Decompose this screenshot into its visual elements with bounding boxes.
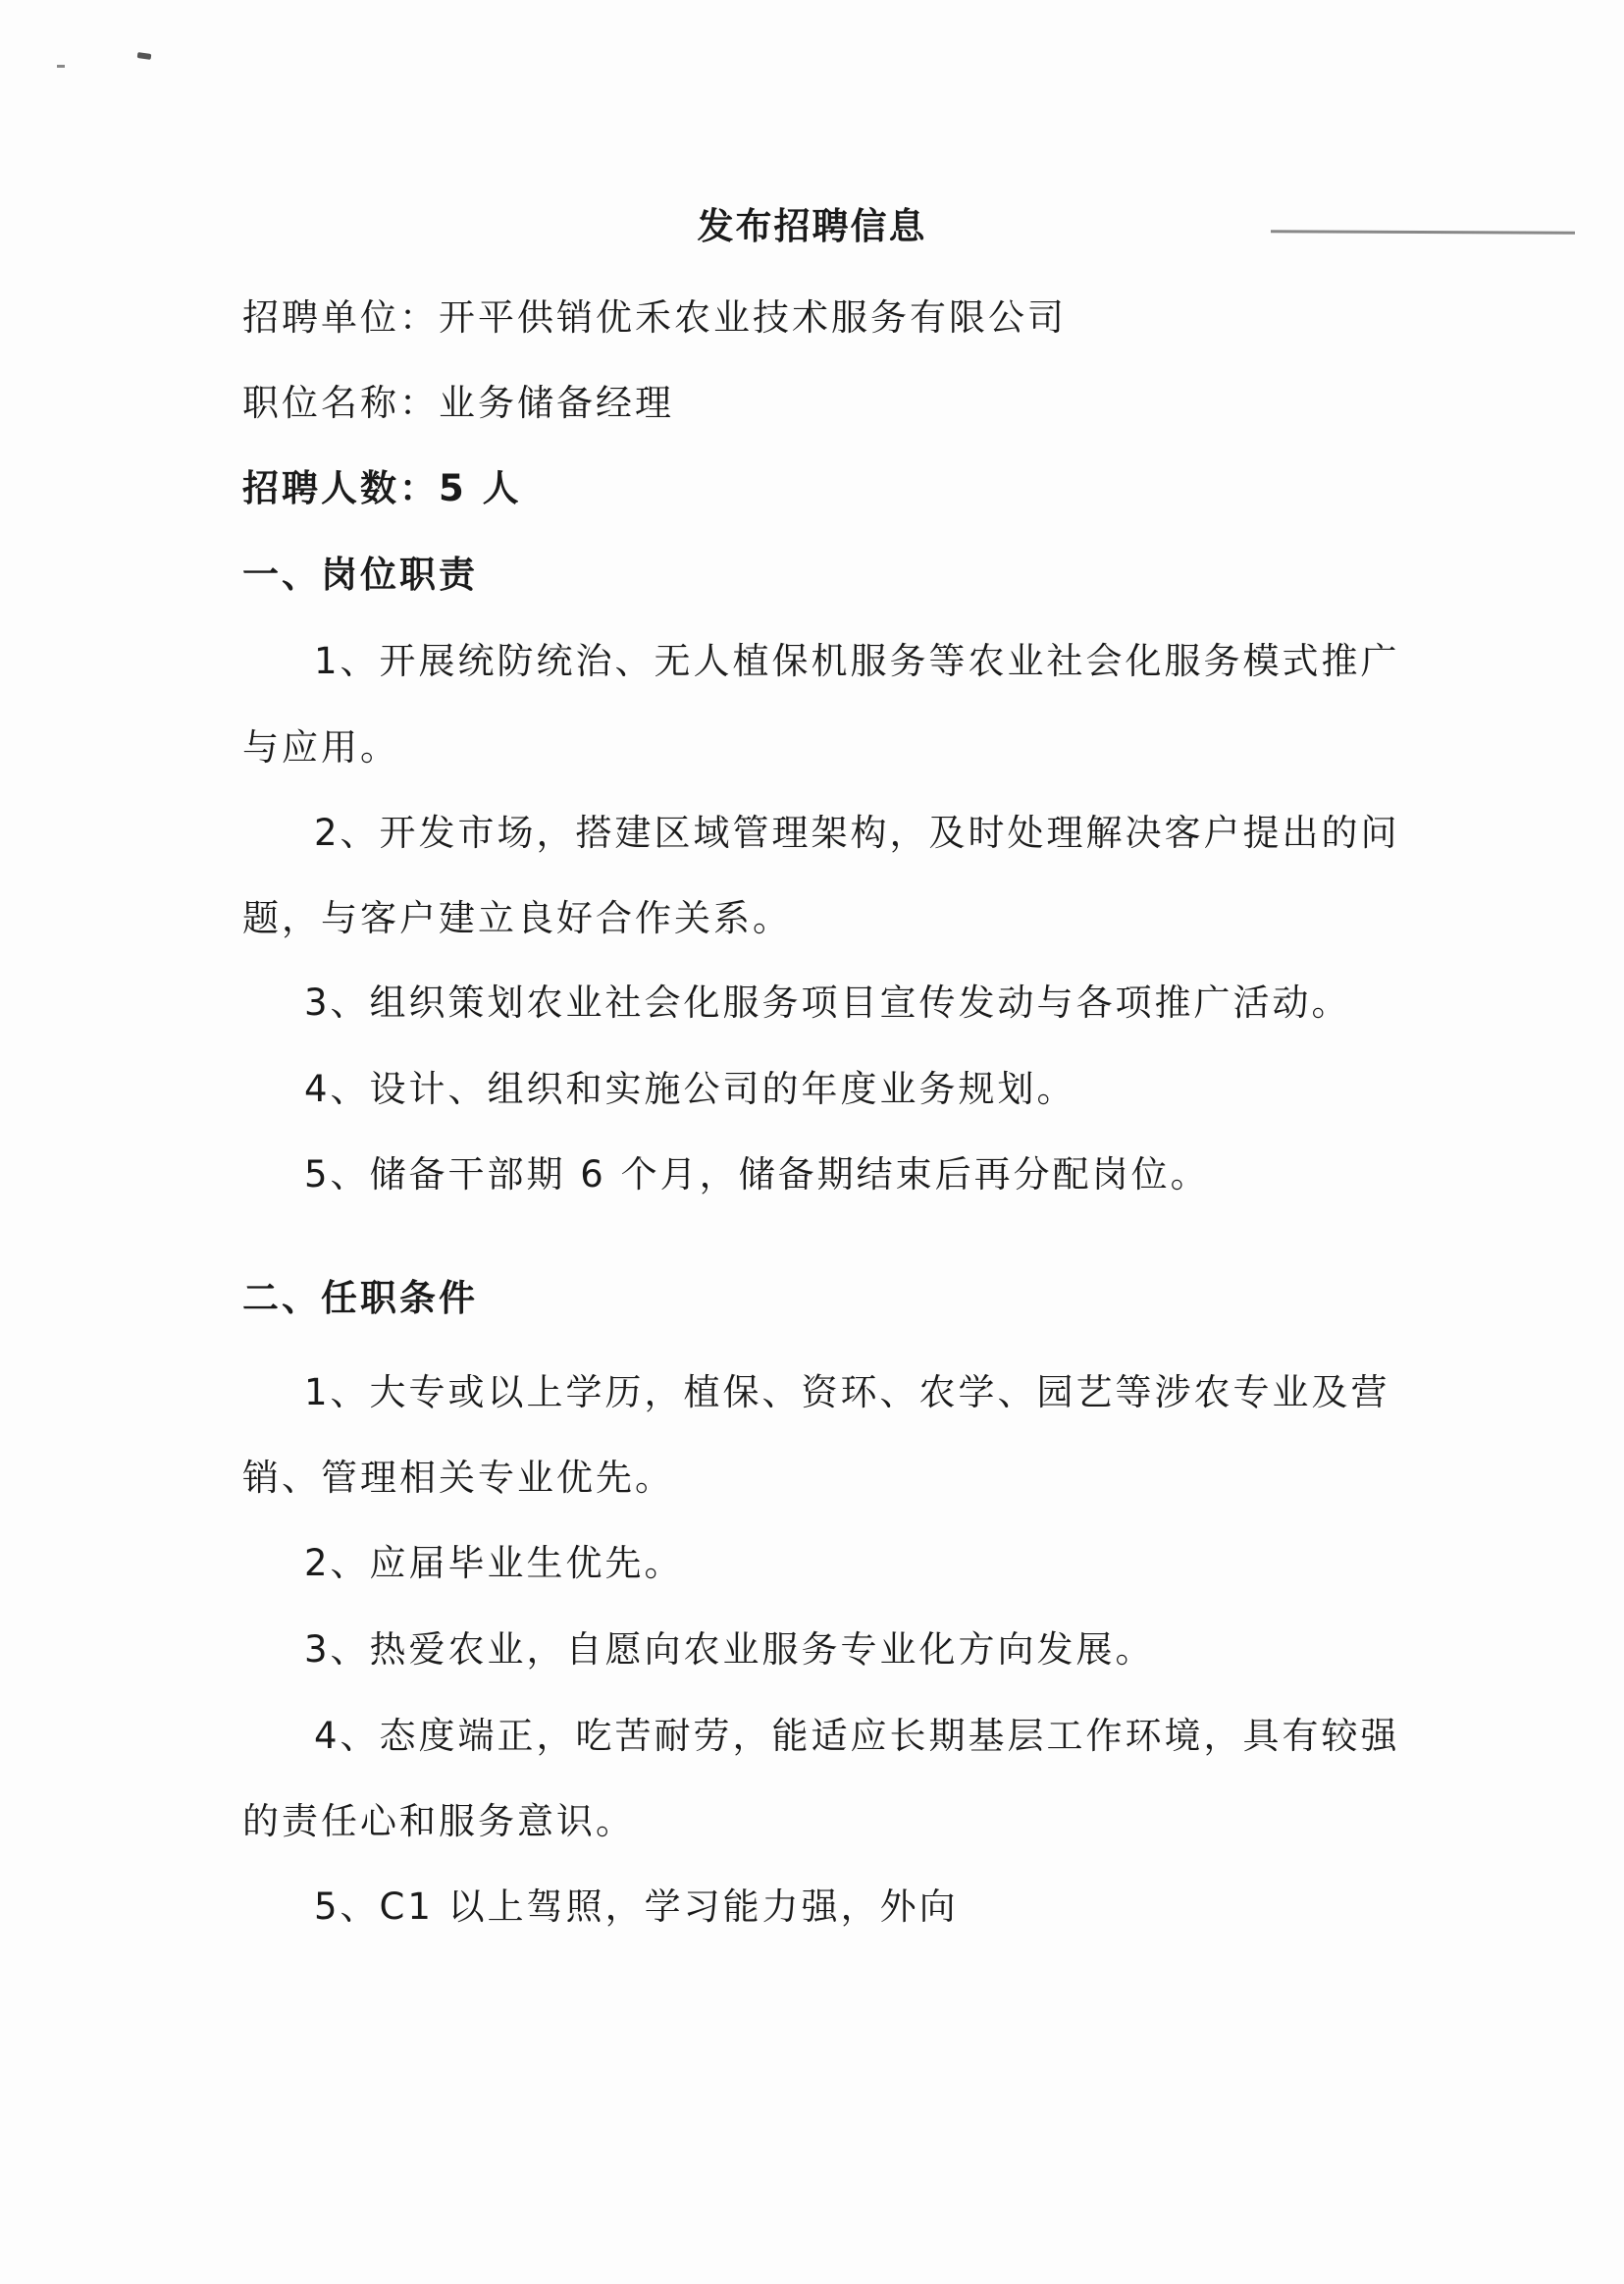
duty-line: 1、开展统防统治、无人植保机服务等农业社会化服务模式推广	[314, 640, 1400, 682]
section-heading-duties: 一、岗位职责	[242, 554, 478, 596]
duty-line: 5、储备干部期 6 个月，储备期结束后再分配岗位。	[304, 1153, 1210, 1195]
requirement-line: 销、管理相关专业优先。	[242, 1457, 674, 1499]
requirement-line: 5、C1 以上驾照，学习能力强，外向	[314, 1886, 959, 1928]
document-title: 发布招聘信息	[697, 205, 927, 247]
scan-artifact	[57, 65, 65, 68]
requirement-line: 4、态度端正，吃苦耐劳，能适应长期基层工作环境，具有较强	[314, 1715, 1400, 1757]
requirement-line: 的责任心和服务意识。	[242, 1800, 635, 1842]
requirement-line: 2、应届毕业生优先。	[304, 1542, 684, 1584]
duty-line: 4、设计、组织和实施公司的年度业务规划。	[304, 1068, 1076, 1110]
requirement-line: 1、大专或以上学历，植保、资环、农学、园艺等涉农专业及营	[304, 1371, 1390, 1413]
section-heading-requirements: 二、任职条件	[242, 1277, 478, 1319]
scan-artifact	[137, 52, 152, 60]
duty-line: 3、组织策划农业社会化服务项目宣传发动与各项推广活动。	[304, 982, 1351, 1024]
company-line: 招聘单位：开平供销优禾农业技术服务有限公司	[242, 296, 1067, 339]
duty-line: 题，与客户建立良好合作关系。	[242, 897, 792, 939]
requirement-line: 3、热爱农业，自愿向农业服务专业化方向发展。	[304, 1628, 1155, 1671]
headcount-line: 招聘人数：5 人	[242, 467, 522, 509]
duty-line: 与应用。	[242, 726, 399, 769]
position-line: 职位名称：业务储备经理	[242, 382, 674, 424]
duty-line: 2、开发市场，搭建区域管理架构，及时处理解决客户提出的问	[314, 812, 1400, 854]
